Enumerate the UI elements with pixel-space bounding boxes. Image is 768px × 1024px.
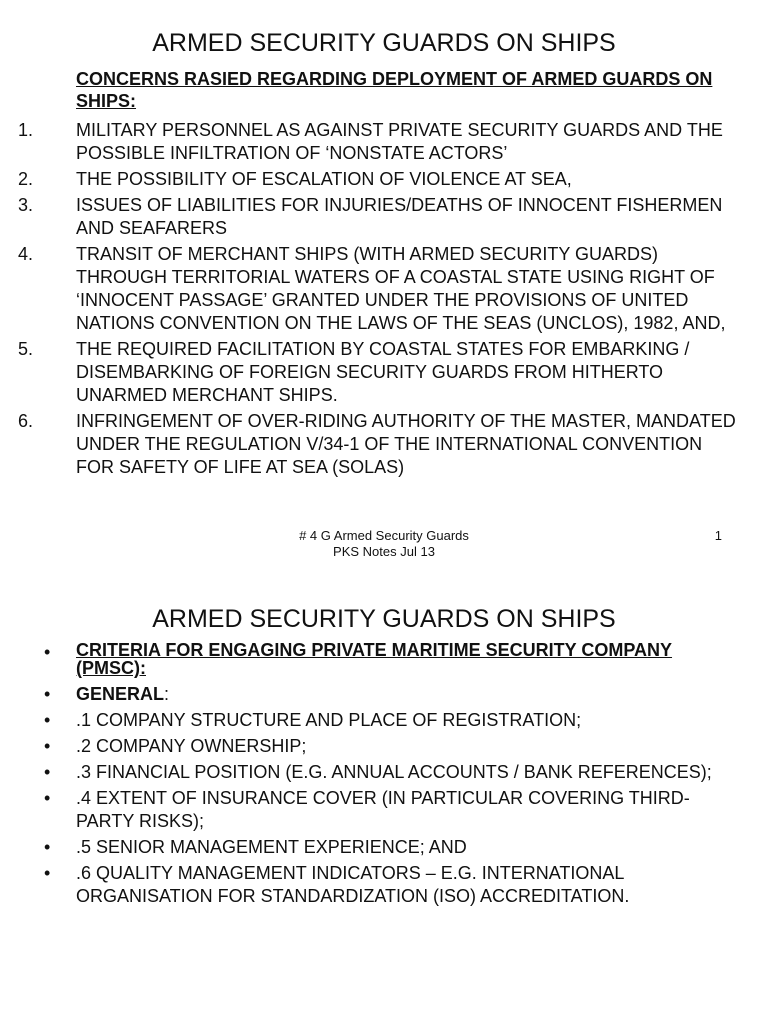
item-number: 5.	[18, 339, 34, 359]
concerns-list	[0, 119, 740, 482]
slide-2	[0, 580, 768, 1024]
list-item	[0, 168, 740, 191]
item-text: ISSUES OF LIABILITIES FOR INJURIES/DEATHS OF INNOCENT FISHERMEN AND SEAFARERS	[76, 195, 723, 238]
item-number: 1.	[18, 120, 34, 140]
item-text: .1 COMPANY STRUCTURE AND PLACE OF REGISTRATION;	[76, 710, 582, 730]
list-item	[0, 787, 740, 833]
item-text: .5 SENIOR MANAGEMENT EXPERIENCE; AND	[76, 837, 467, 857]
bullet-icon: •	[44, 837, 51, 857]
criteria-list	[0, 641, 740, 911]
bullet-icon: •	[44, 642, 51, 662]
general-colon: :	[164, 684, 170, 704]
footer-title: # 4 G Armed Security Guards	[299, 528, 469, 543]
list-item	[0, 338, 740, 407]
bullet-icon: •	[44, 788, 51, 808]
item-text: TRANSIT OF MERCHANT SHIPS (WITH ARMED SECURITY GUARDS) THROUGH TERRITORIAL WATERS OF A COASTAL STATE USING RIGHT OF ‘INNOCENT PASSAGE’ GRANTED UNDER THE PROVISIONS OF UNITED NATIONS CONVENTION ON THE LAWS OF THE SEAS (UNCLOS), 1982, AND,	[76, 244, 726, 333]
item-text: .3 FINANCIAL POSITION (E.G. ANNUAL ACCOUNTS / BANK REFERENCES);	[76, 762, 712, 782]
bullet-icon: •	[44, 684, 51, 704]
list-item	[0, 194, 740, 240]
bullet-icon: •	[44, 762, 51, 782]
slide-1-title: ARMED SECURITY GUARDS ON SHIPS	[152, 29, 616, 57]
list-item	[0, 641, 740, 680]
item-text: .6 QUALITY MANAGEMENT INDICATORS – E.G. INTERNATIONAL ORGANISATION FOR STANDARDIZATION (ISO) ACCREDITATION.	[76, 863, 630, 906]
item-text: .4 EXTENT OF INSURANCE COVER (IN PARTICULAR COVERING THIRD-PARTY RISKS);	[76, 788, 690, 831]
general-heading: GENERAL	[76, 684, 165, 704]
list-item	[0, 243, 740, 335]
list-item	[0, 683, 740, 706]
bullet-icon: •	[44, 863, 51, 883]
list-item	[0, 709, 740, 732]
item-number: 6.	[18, 411, 34, 431]
concerns-subheading: CONCERNS RASIED REGARDING DEPLOYMENT OF ARMED GUARDS ON SHIPS:	[76, 69, 713, 111]
item-number: 4.	[18, 244, 34, 264]
list-item	[0, 735, 740, 758]
item-number: 2.	[18, 169, 34, 189]
item-text: .2 COMPANY OWNERSHIP;	[76, 736, 307, 756]
criteria-heading: CRITERIA FOR ENGAGING PRIVATE MARITIME SECURITY COMPANY (PMSC):	[76, 640, 673, 678]
item-text: THE POSSIBILITY OF ESCALATION OF VIOLENCE AT SEA,	[76, 169, 572, 189]
list-item	[0, 761, 740, 784]
list-item	[0, 410, 740, 479]
item-text: THE REQUIRED FACILITATION BY COASTAL STATES FOR EMBARKING / DISEMBARKING OF FOREIGN SECURITY GUARDS FROM HITHERTO UNARMED MERCHANT SHIPS.	[76, 339, 690, 405]
list-item	[0, 119, 740, 165]
item-number: 3.	[18, 195, 34, 215]
bullet-icon: •	[44, 710, 51, 730]
item-text: MILITARY PERSONNEL AS AGAINST PRIVATE SECURITY GUARDS AND THE POSSIBLE INFILTRATION OF ‘NONSTATE ACTORS’	[76, 120, 723, 163]
page-number: 1	[714, 528, 722, 543]
item-text: INFRINGEMENT OF OVER-RIDING AUTHORITY OF THE MASTER, MANDATED UNDER THE REGULATION V/34-1 OF THE INTERNATIONAL CONVENTION FOR SAFETY OF LIFE AT SEA (SOLAS)	[76, 411, 736, 477]
list-item	[0, 862, 740, 908]
bullet-icon: •	[44, 736, 51, 756]
list-item	[0, 836, 740, 859]
slide-2-title: ARMED SECURITY GUARDS ON SHIPS	[152, 605, 616, 633]
footer-notes: PKS Notes Jul 13	[333, 544, 435, 559]
